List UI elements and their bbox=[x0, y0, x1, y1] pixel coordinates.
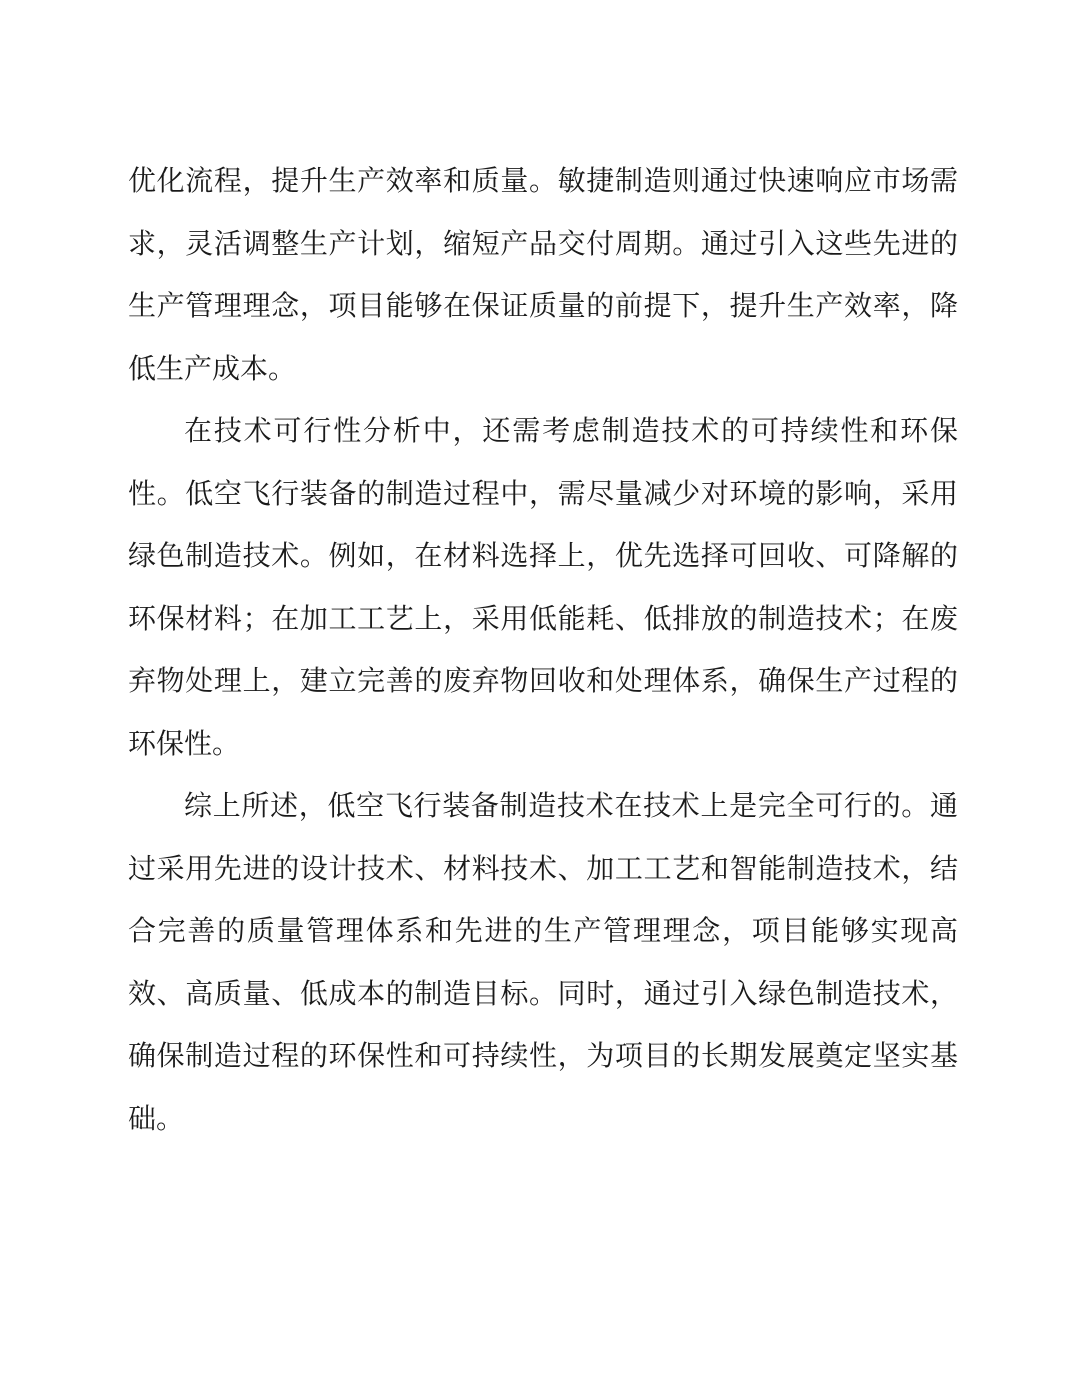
document-body bbox=[128, 150, 958, 1150]
paragraph-environmental-sustainability: 在技术可行性分析中，还需考虑制造技术的可持续性和环保性。低空飞行装备的制造过程中，需尽量减少对环境的影响，采用绿色制造技术。例如，在材料选择上，优先选择可回收、可降解的环保材料；在加工工艺上，采用低能耗、低排放的制造技术；在废弃物处理上，建立完善的废弃物回收和处理体系，确保生产过程的环保性。 bbox=[128, 414, 958, 760]
paragraph-continued: 优化流程，提升生产效率和质量。敏捷制造则通过快速响应市场需求，灵活调整生产计划，缩短产品交付周期。通过引入这些先进的生产管理理念，项目能够在保证质量的前提下，提升生产效率，降低生产成本。 bbox=[128, 164, 958, 385]
paragraph-conclusion: 综上所述，低空飞行装备制造技术在技术上是完全可行的。通过采用先进的设计技术、材料技术、加工工艺和智能制造技术，结合完善的质量管理体系和先进的生产管理理念，项目能够实现高效、高质量、低成本的制造目标。同时，通过引入绿色制造技术，确保制造过程的环保性和可持续性，为项目的长期发展奠定坚实基础。 bbox=[128, 789, 958, 1135]
